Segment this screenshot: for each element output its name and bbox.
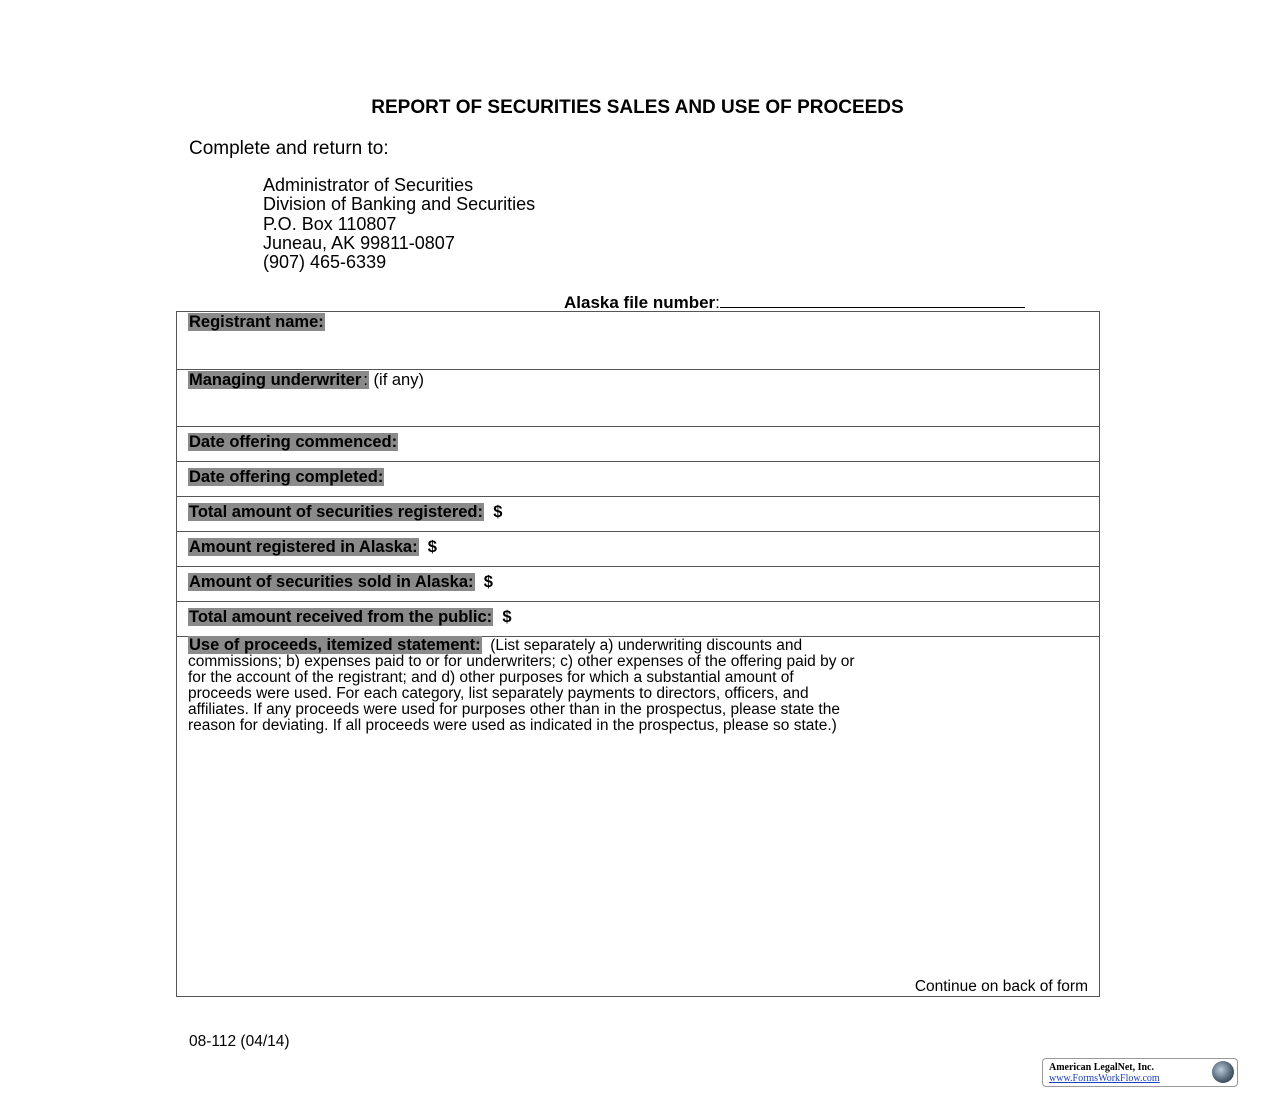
instruction-line: (List separately a) underwriting discounts and — [481, 637, 803, 654]
underwriter-note: (if any) — [368, 371, 424, 389]
address-line: Administrator of Securities — [263, 175, 474, 195]
registered-alaska-label: Amount registered in Alaska: — [189, 538, 418, 556]
instruction-line: proceeds were used. For each category, list separately payments to directors, officers, and — [188, 685, 809, 702]
sold-alaska-label: Amount of securities sold in Alaska: — [189, 573, 474, 591]
instruction-line: commissions; b) expenses paid to or for underwriters; c) other expenses of the offering paid by or — [188, 653, 855, 670]
form-title: REPORT OF SECURITIES SALES AND USE OF PROCEEDS — [371, 97, 904, 118]
dollar-sign: $ — [427, 538, 437, 556]
dollar-sign: $ — [502, 608, 512, 626]
total-registered-label: Total amount of securities registered: — [189, 503, 484, 521]
continue-note: Continue on back of form — [914, 978, 1088, 995]
use-of-proceeds-instructions — [188, 637, 1089, 734]
address-line: (907) 465-6339 — [263, 252, 387, 273]
instruction-line: reason for deviating. If all proceeds were used as indicated in the prospectus, please so state.) — [188, 717, 837, 734]
instruction-line: affiliates. If any proceeds were used for purposes other than in the prospectus, please state the — [188, 701, 840, 718]
form-number: 08-112 (04/14) — [189, 1033, 290, 1050]
registrant-name-label: Registrant name: — [189, 313, 324, 331]
date-commenced-label: Date offering commenced: — [189, 433, 398, 451]
logo-name: American LegalNet, Inc. — [1049, 1062, 1154, 1073]
logo-url-link[interactable]: www.FormsWorkFlow.com — [1049, 1073, 1160, 1084]
date-commenced-field[interactable] — [177, 427, 1099, 462]
managing-underwriter-field[interactable] — [177, 370, 1099, 427]
form-table — [176, 311, 1100, 997]
registrant-name-field[interactable] — [177, 312, 1099, 370]
use-of-proceeds-label: Use of proceeds, itemized statement: — [189, 636, 481, 654]
address-line: Juneau, AK 99811-0807 — [263, 232, 455, 253]
underwriter-colon: : — [363, 371, 368, 389]
address-line: Division of Banking and Securities — [263, 194, 536, 215]
sold-alaska-field[interactable] — [177, 567, 1099, 602]
globe-icon — [1212, 1061, 1234, 1083]
total-registered-field[interactable] — [177, 497, 1099, 532]
publisher-logo[interactable] — [1042, 1058, 1238, 1087]
use-of-proceeds-field[interactable] — [177, 637, 1099, 996]
address-line: P.O. Box 110807 — [263, 213, 397, 234]
date-completed-field[interactable] — [177, 462, 1099, 497]
received-public-label: Total amount received from the public: — [189, 608, 493, 626]
dollar-sign: $ — [483, 573, 493, 591]
received-public-field[interactable] — [177, 602, 1099, 637]
file-number-field[interactable] — [720, 291, 1025, 308]
file-number-colon: : — [715, 293, 720, 312]
return-instruction: Complete and return to: — [189, 138, 389, 159]
mailing-address — [263, 176, 535, 272]
managing-underwriter-label: Managing underwriter — [189, 371, 362, 389]
alaska-file-number — [564, 291, 1025, 313]
dollar-sign: $ — [493, 503, 503, 521]
date-completed-label: Date offering completed: — [189, 468, 384, 486]
instruction-line: for the account of the registrant; and d) other purposes for which a substantial amount of — [188, 669, 794, 686]
file-number-label: Alaska file number — [564, 293, 716, 312]
registered-alaska-field[interactable] — [177, 532, 1099, 567]
